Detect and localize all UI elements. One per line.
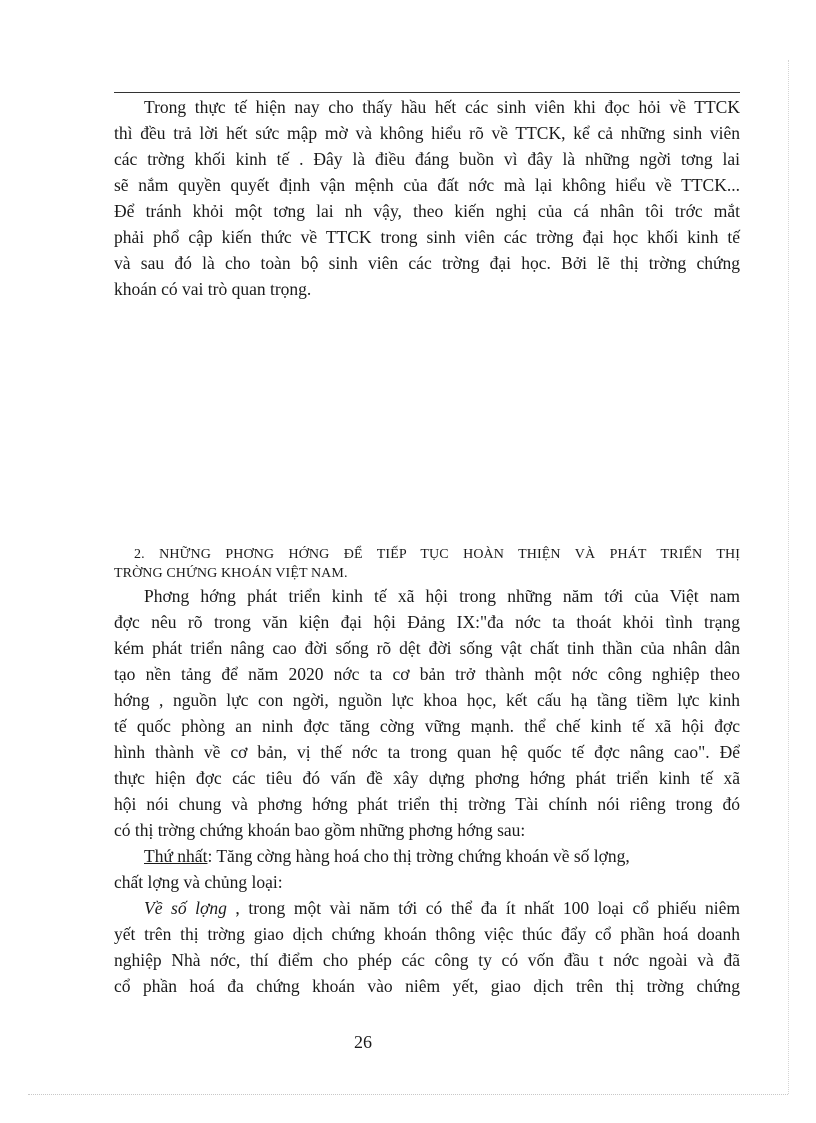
page-border-right <box>788 60 789 1094</box>
text-line: Để tránh khỏi một tơng lai nh vậy, theo kiến nghị của cá nhân tôi trớc mắt <box>114 201 740 221</box>
quantity-label: Về số lợng <box>144 898 227 918</box>
text-line: cổ phần hoá đa chứng khoán vào niêm yết, giao dịch trên thị trờng chứng <box>114 976 740 996</box>
text-line: hội nói chung và phơng hớng phát triển thị trờng Tài chính nói riêng trong đó <box>114 794 740 814</box>
text-line: nghiệp Nhà nớc, thí điểm cho phép các công ty có vốn đầu t nớc ngoài và đã <box>114 950 740 970</box>
text-line: các trờng khối kinh tế . Đây là điều đáng buồn vì đây là những ngời tơng lai <box>114 149 740 169</box>
text-line: thực hiện đợc các tiêu đó vấn đề xây dựng phơng hớng phát triển kinh tế xã <box>114 768 740 788</box>
text-line: tạo nền tảng để năm 2020 nớc ta cơ bản trở thành một nớc công nghiệp theo <box>114 664 740 684</box>
text-line: và sau đó là cho toàn bộ sinh viên các trờng đại học. Bởi lẽ thị trờng chứng <box>114 253 740 273</box>
section-heading <box>114 545 740 583</box>
heading-line-1: 2. NHỮNG PHƠNG HỚNG ĐỂ TIẾP TỤC HOÀN THIỆN VÀ PHÁT TRIỂN THỊ <box>134 547 740 562</box>
paragraph-2 <box>114 583 740 999</box>
first-point-label: Thứ nhất <box>144 846 208 866</box>
text-line: tế quốc phòng an ninh đợc tăng cờng vững mạnh. thể chế kinh tế xã hội đợc <box>114 716 740 736</box>
page-number: 26 <box>354 1032 372 1052</box>
text-line: hình thành về cơ bản, vị thế nớc ta trong quan hệ quốc tế đợc nâng cao". Để <box>114 742 740 762</box>
text-line: hớng , nguồn lực con ngời, nguồn lực khoa học, kết cấu hạ tầng tiềm lực kinh <box>114 690 740 710</box>
text-line: sẽ nắm quyền quyết định vận mệnh của đất nớc mà lại không hiểu về TTCK... <box>114 175 740 195</box>
text-line: yết trên thị trờng giao dịch chứng khoán thông việc thúc đẩy cổ phần hoá doanh <box>114 924 740 944</box>
quantity-line <box>114 895 740 921</box>
text-line: Trong thực tế hiện nay cho thấy hầu hết các sinh viên khi đọc hỏi về TTCK <box>144 97 740 117</box>
text-line: phải phổ cập kiến thức về TTCK trong sinh viên các trờng đại học khối kinh tế <box>114 227 740 247</box>
text-line: Phơng hớng phát triển kinh tế xã hội trong những năm tới của Việt nam <box>144 586 740 606</box>
text-line: có thị trờng chứng khoán bao gồm những phơng hớng sau: <box>114 820 526 840</box>
quantity-text: , trong một vài năm tới có thể đa ít nhất 100 loại cổ phiếu niêm <box>226 898 740 918</box>
first-point-text: : Tăng cờng hàng hoá cho thị trờng chứng khoán về số lợng, <box>207 846 630 866</box>
page-border-bottom <box>28 1094 788 1095</box>
first-point-line <box>114 843 740 869</box>
text-line: chất lợng và chủng loại: <box>114 872 283 892</box>
header-rule <box>114 92 740 93</box>
text-line: đợc nêu rõ trong văn kiện đại hội Đảng IX:"đa nớc ta thoát khỏi tình trạng <box>114 612 740 632</box>
paragraph-1 <box>114 94 740 302</box>
text-line: thì đều trả lời hết sức mập mờ và không hiểu rõ về TTCK, kể cả những sinh viên <box>114 123 740 143</box>
heading-line-2: TRỜNG CHỨNG KHOÁN VIỆT NAM. <box>114 566 348 581</box>
text-line: kém phát triển nâng cao đời sống rõ dệt đời sống vật chất tinh thần của nhân dân <box>114 638 740 658</box>
text-line: khoán có vai trò quan trọng. <box>114 279 312 299</box>
